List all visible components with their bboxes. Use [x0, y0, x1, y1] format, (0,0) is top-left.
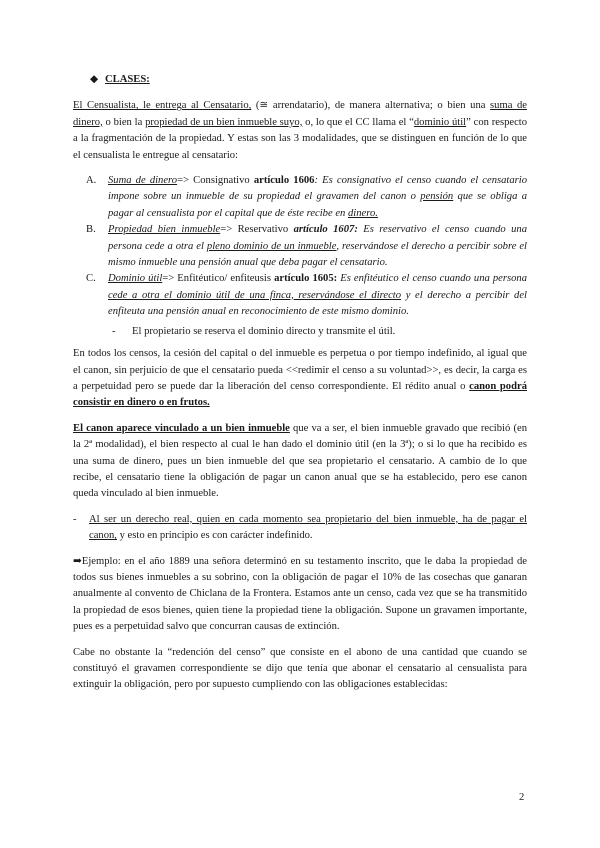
modality-desc: que se obliga a pagar al censualista por el capital que de éste recibe en — [108, 191, 527, 219]
intro-suma: suma de dinero, — [73, 100, 528, 128]
sub-bullet-text: El propietario se reserva el dominio directo y transmite el útil. — [132, 325, 396, 337]
modality-desc-underlined: dinero. — [347, 207, 378, 219]
section-heading — [90, 72, 527, 88]
dash-marker: - — [112, 325, 116, 337]
modality-desc: Es reservativo el censo cuando una persona cede a otra el — [108, 224, 527, 252]
paragraph-emphasis: canon podrá consistir en dinero o en frutos. — [73, 380, 527, 409]
bullet-underlined-text: Al ser un derecho real, quien en cada momento sea propietario del bien inmueble, ha de pagar el canon, — [89, 513, 527, 542]
list-marker: C. — [86, 273, 96, 285]
modality-item — [86, 271, 527, 320]
redencion-paragraph: Cabe no obstante la “redención del censo” que consiste en el abono de una cantidad que cuando se constituyó el gravamen correspondiente se dijo que tenía que abonar el censatario al censualista para extinguir la obligación, pero por supuesto cumpliendo con las obligaciones establecidas: — [73, 646, 527, 691]
intro-text: o bien la — [102, 116, 146, 128]
modality-desc: , reservándose el derecho a percibir sobre el mismo inmueble una pensión anual que deba pagar el censatario. — [108, 240, 528, 269]
modality-desc-underlined: cede a otra el dominio útil de una finca, reservándose el directo — [108, 289, 402, 301]
sub-bullet — [73, 324, 527, 340]
intro-text: o, lo que el CC llama el “ — [302, 116, 414, 128]
derecho-real-bullet — [73, 512, 527, 545]
modality-term: Propiedad bien inmueble — [108, 224, 221, 236]
modality-article: artículo 1607: — [293, 224, 358, 236]
modality-article: artículo 1606 — [253, 175, 315, 187]
modality-desc: Es enfitéutico el censo cuando una persona — [337, 273, 528, 285]
modality-term: Dominio útil — [108, 273, 163, 285]
modality-type: => Enfitéutico/ enfiteusis — [162, 273, 275, 285]
list-marker: A. — [86, 175, 97, 187]
modality-item — [86, 173, 527, 222]
intro-text: (≅ arrendatario), de manera alternativa; o bien una — [251, 100, 491, 112]
document-body — [73, 72, 527, 703]
paragraph-emphasis: El canon aparece vinculado a un bien inmueble — [73, 422, 290, 434]
intro-censualista: El Censualista, le entrega al Censatario, — [73, 100, 252, 112]
list-marker: B. — [86, 224, 96, 236]
canon-paragraph — [73, 421, 527, 503]
bullet-text: y esto en principio es con carácter indefinido. — [116, 530, 313, 542]
dash-marker: - — [73, 513, 77, 525]
modality-article: artículo 1605: — [274, 273, 338, 285]
diamond-bullet-icon: ◆ — [90, 74, 99, 85]
paragraph-text: En todos los censos, la cesión del capital o del inmueble es perpetua o por tiempo indefinido, al igual que el canon, sin perjuicio de que el censatario pueda <<redimir el censo a su voluntad>>, es decir, la carga es a perpetuidad pero se puede dar la liberación del censo correspondiente. El rédito anual o — [73, 348, 527, 392]
modality-desc-underlined: pleno dominio de un inmueble — [206, 240, 337, 252]
example-paragraph: ➡Ejemplo: en el año 1889 una señora determinó en su testamento inscrito, que le daba la propiedad de todos sus bienes inmuebles a su sobrino, con la obligación de pagar el 10% de las cosechas que ganaran anualmente al convento de Chiclana de la Frontera. Estamos ante un censo, cada vez que se ha transmitido la propiedad de esos bienes, quien tiene la propiedad tiene la obligación. Supone un gravamen importante, pues es a perpetuidad salvo que concurran causas de extinción. — [73, 555, 527, 633]
intro-paragraph — [73, 98, 527, 164]
heading-title: CLASES: — [105, 74, 150, 85]
intro-text: ” con respecto a la fragmentación de la propiedad. Y estas son las 3 modalidades, que se distinguen en función de lo que el censualista le entregue al censatario: — [73, 116, 528, 161]
modality-term: Suma de dinero — [108, 175, 178, 187]
modality-desc: : Es consignativo el censo cuando el censatario impone sobre un inmueble de su propiedad el gravamen del canon o — [108, 175, 528, 203]
modality-desc-underlined: pensión — [420, 191, 454, 203]
modality-desc: y el derecho a percibir del enfiteuta una pensión anual en reconocimiento de este mismo dominio. — [108, 289, 527, 318]
paragraph-text: que va a ser, el bien inmueble gravado que recibió (en la 2ª modalidad), el bien respecto al cual le han dado el dominio útil (en la 3ª); o si lo que ha recibido es una suma de dinero, pues un bien inmueble del que sea propietario el censatario. A cambio de lo que recibe, el censatario tiene la obligación de pagar un canon anual que se ha establecido, pero ese canon queda vinculado al bien inmueble. — [73, 422, 527, 500]
modality-type: => Reservativo — [220, 224, 294, 236]
modality-type: => Consignativo — [177, 175, 254, 187]
modalities-list — [73, 173, 527, 321]
censos-paragraph — [73, 346, 527, 412]
page-number: 2 — [519, 792, 525, 803]
intro-propiedad: propiedad de un bien inmueble suyo, — [145, 116, 303, 128]
modality-item — [86, 222, 527, 271]
intro-dominio: dominio útil — [413, 116, 467, 128]
